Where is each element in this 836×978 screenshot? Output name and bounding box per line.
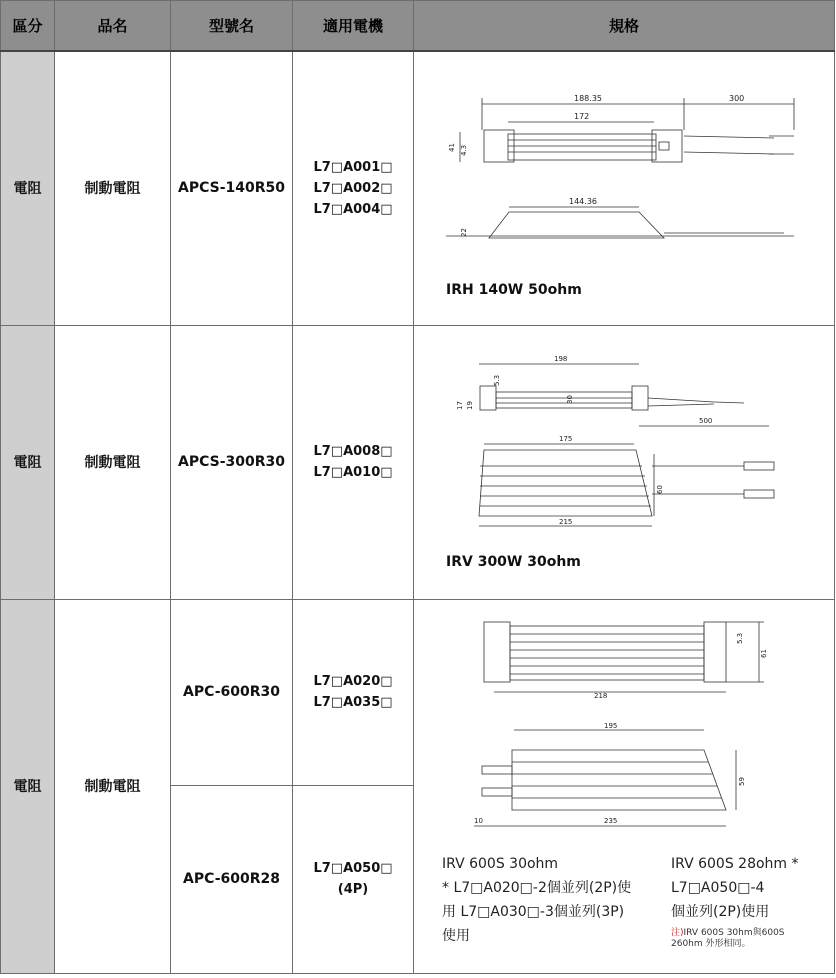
- note-line: * L7□A020□-2個並列(2P)使: [442, 880, 632, 896]
- dim-label: 175: [559, 434, 573, 443]
- dim-label: 300: [729, 94, 745, 103]
- motor-line: (4P): [337, 882, 369, 897]
- header-name: 品名: [55, 1, 171, 52]
- motor-line: L7□A035□: [313, 695, 393, 710]
- dim-label: 41: [448, 143, 456, 152]
- small-note: [671, 928, 811, 950]
- spec-label: IRV 300W 30ohm: [446, 553, 581, 570]
- dim-label: 4.3: [460, 144, 468, 156]
- header-category: 區分: [1, 1, 55, 52]
- dim-label: 188.35: [574, 94, 602, 103]
- dim-label: 144.36: [569, 197, 597, 206]
- motor-line: L7□A020□: [313, 674, 393, 689]
- motor-cell: [293, 325, 414, 599]
- dim-label: 218: [594, 691, 608, 700]
- dim-label: 22: [460, 228, 468, 237]
- model-cell: APC-600R28: [171, 785, 293, 973]
- motor-line: L7□A050□: [313, 861, 393, 876]
- motor-line: L7□A001□: [313, 159, 393, 175]
- motor-line: L7□A010□: [313, 465, 393, 480]
- motor-cell: [293, 599, 414, 785]
- dim-label: 59: [738, 776, 746, 786]
- small-note-text: IRV 600S 30hm與600S 260hm 外形相同。: [671, 928, 785, 949]
- dim-label: 5.3: [493, 374, 501, 386]
- dim-label: 195: [604, 721, 618, 730]
- small-note-prefix: 注): [671, 928, 684, 938]
- note-line: IRV 600S 30ohm: [442, 856, 559, 872]
- header-spec: 規格: [414, 1, 835, 52]
- motor-cell: [293, 51, 414, 325]
- motor-line: L7□A002□: [313, 180, 393, 196]
- dim-label: 17: [456, 400, 464, 410]
- spec-note-right: [671, 852, 811, 950]
- model-cell: APCS-300R30: [171, 325, 293, 599]
- spec-note-left: [442, 852, 667, 948]
- model-cell: APCS-140R50: [171, 51, 293, 325]
- header-motor: 適用電機: [293, 1, 414, 52]
- dim-label: 5.3: [736, 632, 744, 644]
- note-line: 用 L7□A030□-3個並列(3P): [442, 904, 625, 920]
- table-row: [1, 599, 835, 785]
- note-line: 個並列(2P)使用: [671, 904, 770, 920]
- dim-label: 61: [760, 648, 768, 658]
- spec-cell: [414, 51, 835, 325]
- product-name-cell: 制動電阻: [55, 325, 171, 599]
- motor-cell: [293, 785, 414, 973]
- dim-label: 30: [566, 394, 574, 404]
- category-cell: 電阻: [1, 599, 55, 973]
- motor-line: L7□A004□: [313, 201, 393, 217]
- product-name-cell: 制動電阻: [55, 599, 171, 973]
- dim-label: 10: [474, 816, 483, 825]
- motor-line: L7□A008□: [313, 444, 393, 459]
- dim-label: 19: [466, 400, 474, 410]
- note-line: 使用: [442, 928, 470, 944]
- dim-label: 172: [574, 112, 590, 121]
- model-cell: APC-600R30: [171, 599, 293, 785]
- header-model: 型號名: [171, 1, 293, 52]
- spec-label: IRH 140W 50ohm: [446, 282, 582, 298]
- dim-label: 60: [656, 484, 664, 494]
- dim-label: 215: [559, 517, 573, 526]
- category-cell: 電阻: [1, 51, 55, 325]
- header-row: [1, 1, 835, 52]
- dim-label: 198: [554, 354, 568, 363]
- category-cell: 電阻: [1, 325, 55, 599]
- product-name-cell: 制動電阻: [55, 51, 171, 325]
- dim-label: 235: [604, 816, 618, 825]
- note-line: IRV 600S 28ohm *: [671, 856, 799, 872]
- table-row: [1, 325, 835, 599]
- spec-cell: [414, 325, 835, 599]
- note-line: L7□A050□-4: [671, 880, 765, 896]
- table-row: [1, 51, 835, 325]
- dim-label: 500: [699, 416, 713, 425]
